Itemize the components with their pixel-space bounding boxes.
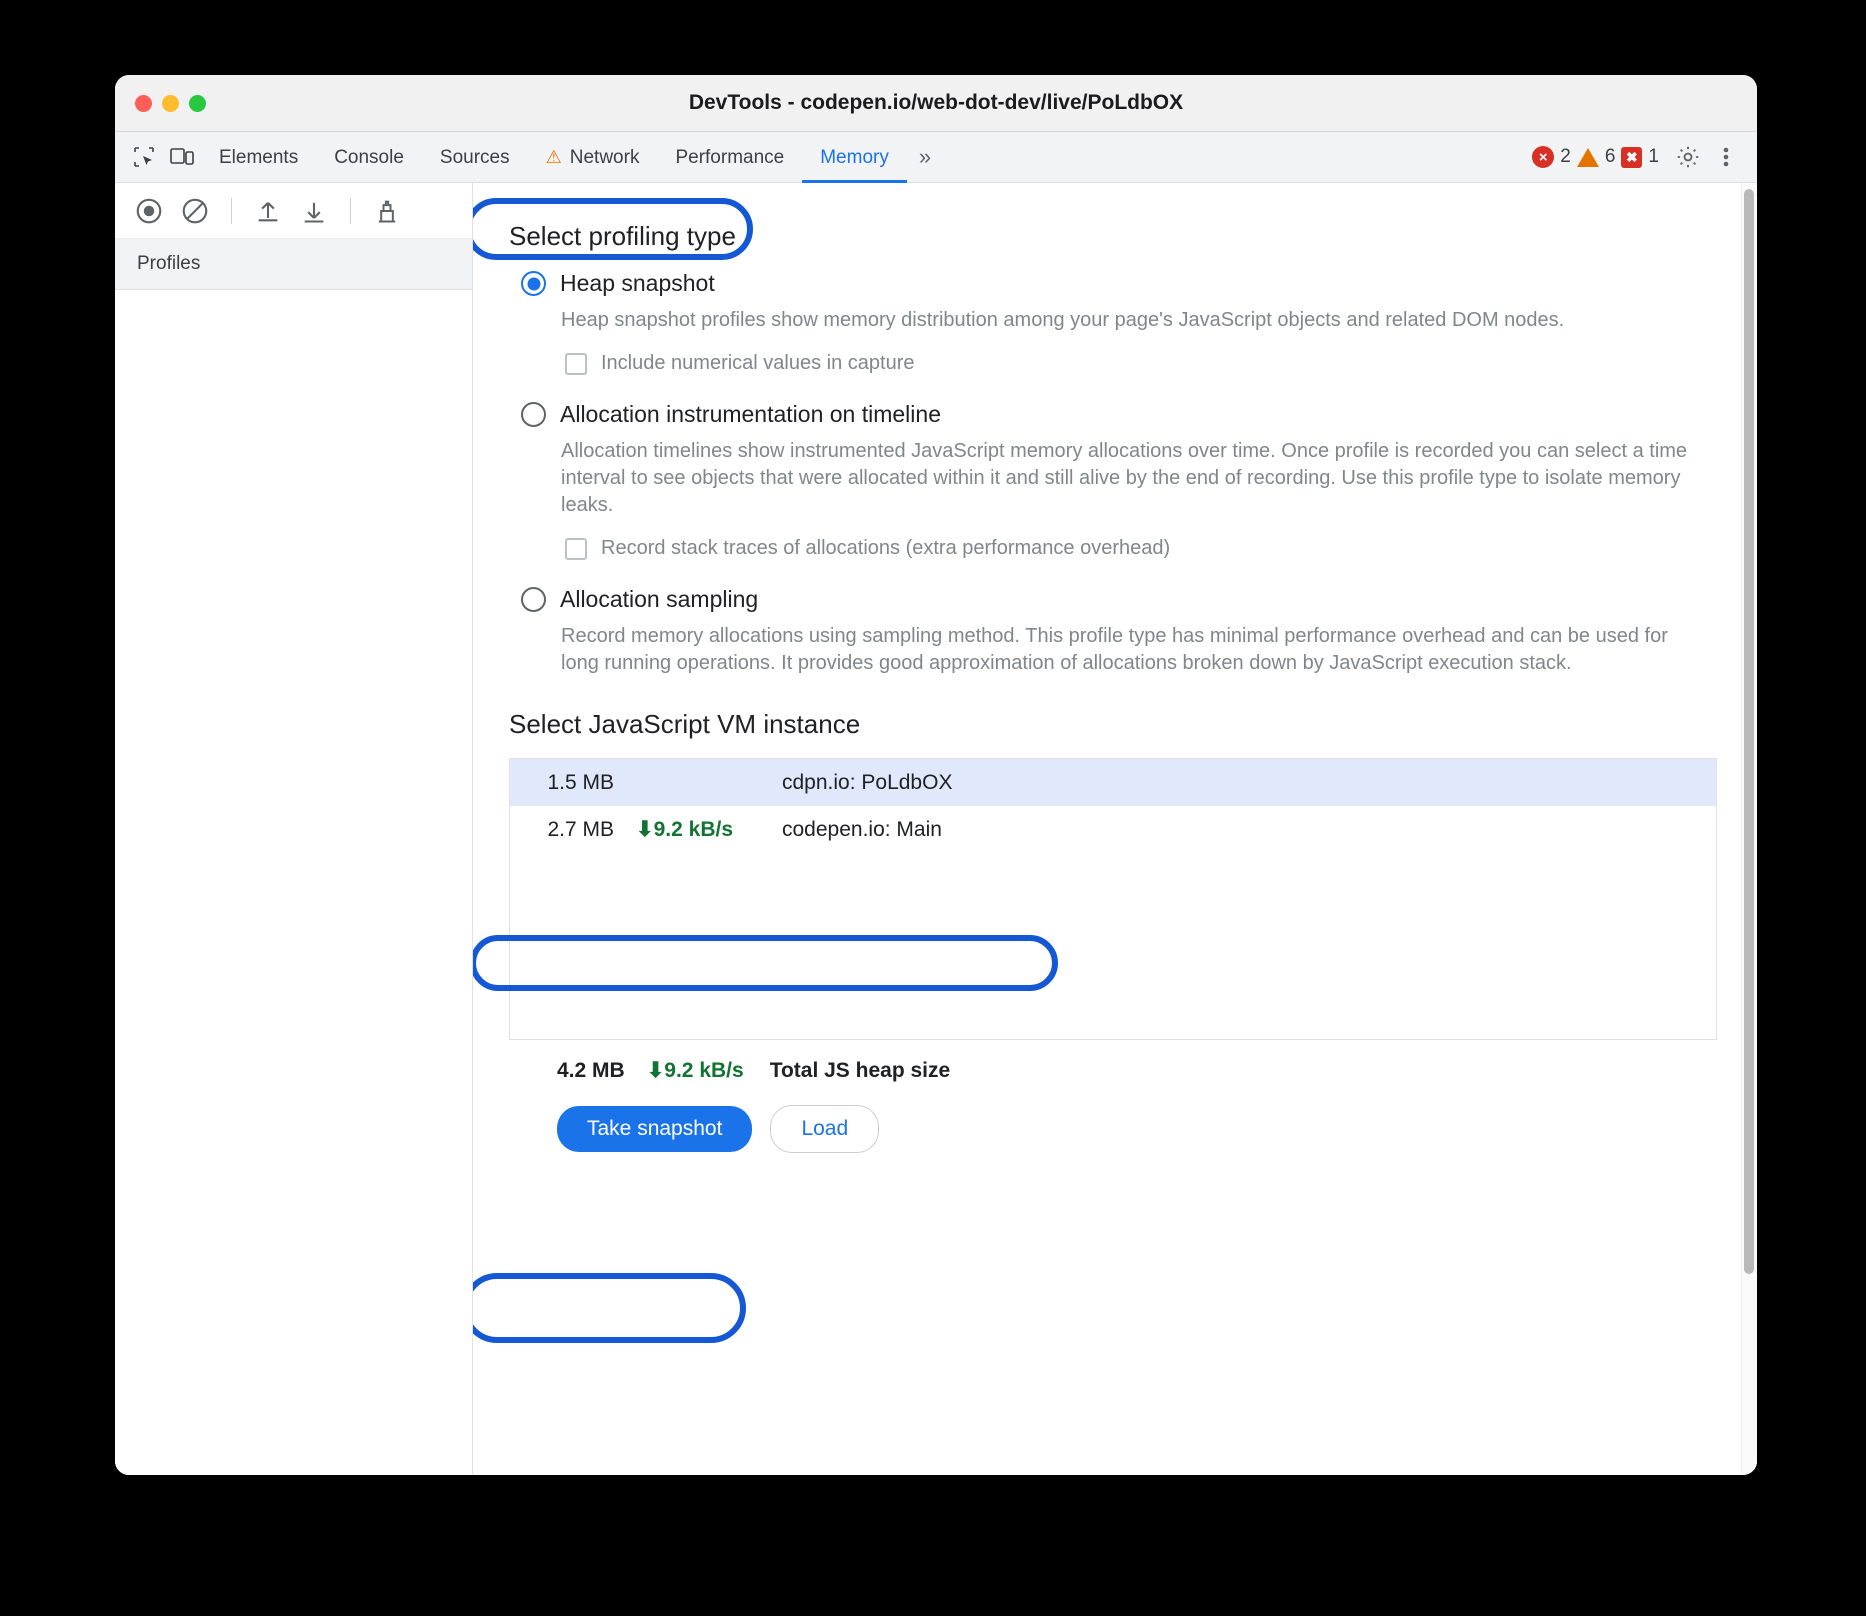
collect-garbage-icon[interactable] [367,191,407,231]
checkbox-box-record-stack-traces[interactable] [565,538,587,560]
devtools-window [115,75,1757,1475]
close-window-button[interactable] [135,95,152,112]
upload-icon[interactable] [248,191,288,231]
clear-icon[interactable] [175,191,215,231]
tab-console-label: Console [334,146,404,168]
tab-elements-label: Elements [219,146,299,168]
checkbox-record-stack-traces[interactable] [565,537,1717,560]
radio-heap-snapshot[interactable] [521,271,546,296]
checkbox-box-numerical-values[interactable] [565,353,587,375]
tab-sources-label: Sources [439,146,510,168]
tab-network-label: Network [569,146,640,168]
vm-instance-size-1: 1.5 MB [547,770,614,794]
device-toolbar-icon[interactable] [163,140,201,174]
checkbox-label-record-stack-traces: Record stack traces of allocations (extra performance overhead) [601,537,1171,559]
profiles-header: Profiles [115,239,472,290]
title-bar [115,75,1757,132]
vertical-scrollbar[interactable] [1744,189,1754,1274]
vm-instance-title-1: cdpn.io: PoLdbOX [782,770,953,794]
vm-instance-table[interactable] [509,758,1717,1040]
error-icon: × [1532,146,1554,168]
option-allocation-timeline-description: Allocation timelines show instrumented JavaScript memory allocations over time. Once profile is recorded you can select a time interval to see objects that were allocated within it and still alive by the end of recording. Use this profile type to isolate memory leaks. [561,440,1688,516]
checkbox-label-numerical-values: Include numerical values in capture [601,352,915,374]
total-heap-label: Total JS heap size [769,1058,951,1082]
tab-memory[interactable] [802,132,907,183]
total-heap-size: 4.2 MB [557,1058,625,1082]
devtools-toolbar [115,132,1757,183]
option-allocation-timeline-group [509,401,1717,560]
panel-body [115,183,1757,1475]
settings-gear-icon[interactable] [1669,140,1707,174]
option-heap-snapshot[interactable] [521,270,1717,297]
tab-console[interactable] [316,132,422,183]
download-arrow-icon-total: ⬇ [646,1059,665,1082]
checkbox-include-numerical-values[interactable] [565,352,1717,375]
option-allocation-timeline-label: Allocation instrumentation on timeline [560,401,941,427]
vm-instance-row-1[interactable] [510,759,1716,806]
more-tabs-icon[interactable]: » [918,144,932,169]
profiling-type-title: Select profiling type [509,221,736,251]
maximize-window-button[interactable] [189,95,206,112]
download-icon[interactable] [294,191,334,231]
take-snapshot-button[interactable]: Take snapshot [557,1106,752,1152]
profiles-list[interactable] [115,290,472,1475]
toolbar-divider [231,198,232,224]
vm-instance-row-2[interactable] [510,806,1716,853]
vm-instance-title-2: codepen.io: Main [782,817,942,841]
option-heap-snapshot-description: Heap snapshot profiles show memory distribution among your page's JavaScript objects and related DOM nodes. [561,309,1565,331]
toolbar-divider-2 [350,198,351,224]
warning-count-label: 6 [1604,146,1616,167]
scroll-track[interactable] [1741,183,1757,1475]
warning-icon [1577,148,1599,167]
window-title: DevTools - codepen.io/web-dot-dev/live/PoLdbOX [688,91,1184,114]
memory-sidebar [115,183,473,1475]
warning-triangle-icon: ⚠ [545,146,562,167]
radio-allocation-timeline[interactable] [521,402,546,427]
option-allocation-sampling-group [509,586,1717,677]
radio-allocation-sampling[interactable] [521,587,546,612]
issues-count[interactable] [1621,146,1659,168]
download-arrow-icon: ⬇ [636,818,654,841]
option-allocation-sampling-label: Allocation sampling [560,586,759,612]
memory-sidebar-toolbar [115,183,472,239]
action-buttons [509,1105,1717,1153]
tab-network[interactable] [528,132,658,183]
warning-count[interactable] [1577,146,1616,168]
option-allocation-sampling-description: Record memory allocations using sampling method. This profile type has minimal performance overhead and can be used for long running operations. It provides good approximation of allocations broken down by JavaScript execution stack. [561,625,1668,674]
issues-count-label: 1 [1648,146,1659,167]
issue-counters[interactable] [1532,146,1659,168]
more-options-icon[interactable] [1707,140,1745,174]
error-count[interactable] [1532,146,1571,168]
total-heap-rate-value: 9.2 kB/s [664,1059,744,1082]
profiling-content [473,183,1757,1475]
option-allocation-timeline[interactable] [521,401,1717,428]
vm-instance-size-2: 2.7 MB [547,817,614,841]
tab-performance[interactable] [657,132,802,183]
total-heap-row [509,1058,1717,1083]
record-icon[interactable] [129,191,169,231]
total-heap-rate [647,1058,744,1083]
tab-elements[interactable] [201,132,316,183]
vm-instance-rate-2 [620,817,770,842]
tab-sources[interactable] [422,132,528,183]
vm-instance-title: Select JavaScript VM instance [509,709,861,739]
inspect-element-icon[interactable] [125,140,163,174]
error-count-label: 2 [1560,146,1571,167]
option-allocation-sampling[interactable] [521,586,1717,613]
tab-performance-label: Performance [675,146,785,168]
minimize-window-button[interactable] [162,95,179,112]
load-button[interactable]: Load [770,1105,879,1153]
issue-icon: ✖ [1621,147,1642,168]
highlight-take-snapshot [473,1273,746,1343]
option-heap-snapshot-label: Heap snapshot [560,270,715,296]
vm-instance-rate-value-2: 9.2 kB/s [653,818,733,841]
window-controls[interactable] [115,95,206,112]
tab-memory-label: Memory [820,146,889,168]
